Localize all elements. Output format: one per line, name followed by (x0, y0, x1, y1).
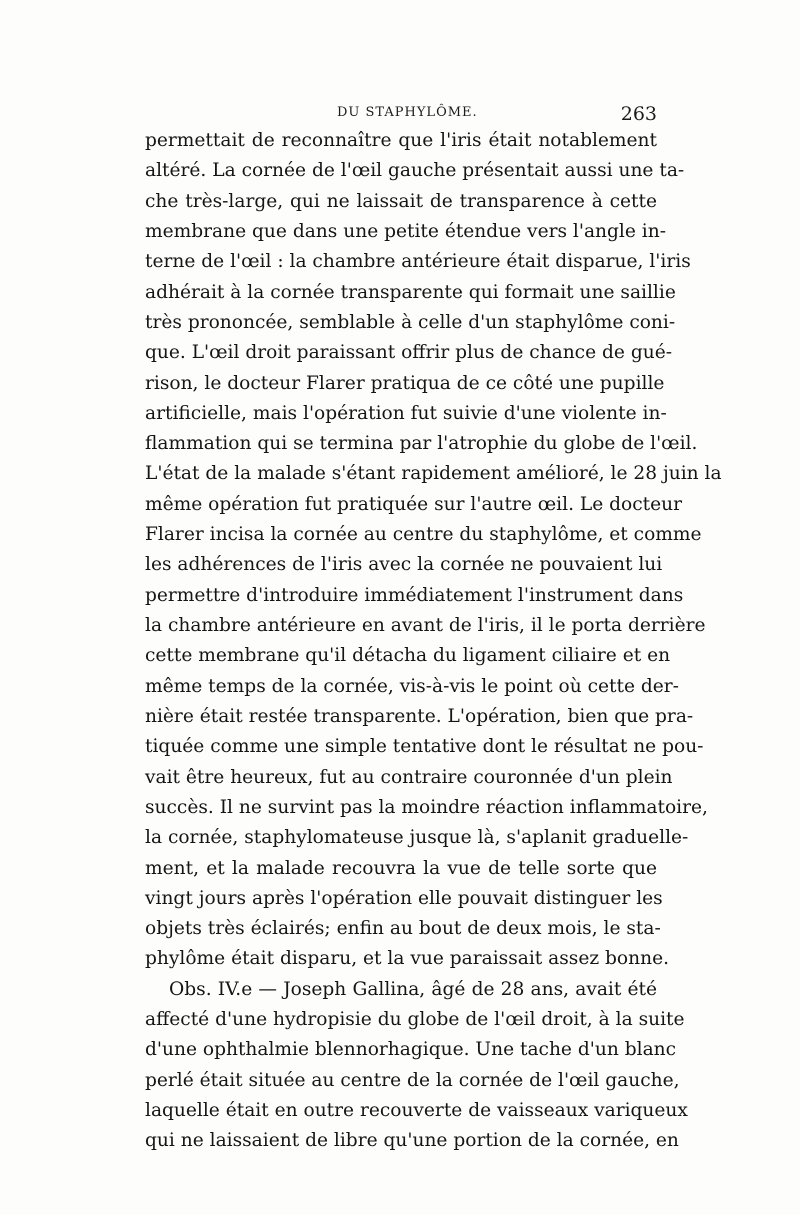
text-line: permettait de reconnaître que l'iris était notablement (145, 130, 657, 151)
text-line: objets très éclairés; enfin au bout de deux mois, le sta- (145, 918, 661, 940)
text-line: perlé était située au centre de la cornée de l'œil gauche, (145, 1069, 680, 1091)
text-line: nière était restée transparente. L'opération, bien que pra- (145, 705, 694, 727)
text-line: altéré. La cornée de l'œil gauche présentait aussi une ta- (145, 160, 685, 182)
text-line: très prononcée, semblable à celle d'un staphylôme coni- (145, 311, 676, 333)
text-line: Obs. IV.e — Joseph Gallina, âgé de 28 ans, avait été (169, 978, 657, 1000)
text-line: rison, le docteur Flarer pratiqua de ce côté une pupille (145, 372, 665, 394)
text-line: L'état de la malade s'étant rapidement amélioré, le 28 juin la (145, 463, 722, 485)
text-line: adhérait à la cornée transparente qui formait une saillie (145, 281, 676, 303)
text-line: succès. Il ne survint pas la moindre réaction inflammatoire, (145, 796, 708, 818)
page-number: 263 (620, 103, 657, 125)
body-text (145, 126, 722, 1157)
text-line: artificielle, mais l'opération fut suivie d'une violente in- (145, 402, 667, 424)
text-line: terne de l'œil : la chambre antérieure était disparue, l'iris (145, 251, 691, 273)
text-line: ment, et la malade recouvra la vue de telle sorte que (145, 857, 657, 879)
text-line: que. L'œil droit paraissant offrir plus de chance de gué- (145, 342, 672, 364)
text-line: la cornée, staphylomateuse jusque là, s'aplanit graduelle- (145, 827, 689, 849)
text-line: laquelle était en outre recouverte de vaisseaux variqueux (145, 1100, 688, 1121)
text-line: vingt jours après l'opération elle pouvait distinguer les (145, 887, 663, 909)
text-line: flammation qui se termina par l'atrophie du globe de l'œil. (145, 433, 698, 455)
text-line: la chambre antérieure en avant de l'iris, il le porta derrière (145, 615, 706, 636)
text-line: membrane que dans une petite étendue vers l'angle in- (145, 220, 666, 242)
text-line: Flarer incisa la cornée au centre du staphylôme, et comme (145, 524, 702, 546)
text-line: qui ne laissaient de libre qu'une portion de la cornée, en (145, 1130, 679, 1152)
running-title: DU STAPHYLÔME. (337, 105, 478, 120)
text-line: même opération fut pratiquée sur l'autre œil. Le docteur (145, 493, 683, 515)
text-line: phylôme était disparu, et la vue paraissait assez bonne. (145, 948, 669, 970)
text-line: tiquée comme une simple tentative dont le résultat ne pou- (145, 736, 704, 758)
text-line: d'une ophthalmie blennorhagique. Une tache d'un blanc (145, 1039, 677, 1061)
text-line: les adhérences de l'iris avec la cornée ne pouvaient lui (145, 554, 663, 576)
text-line: même temps de la cornée, vis-à-vis le point où cette der- (145, 675, 679, 697)
text-line: affecté d'une hydropisie du globe de l'œil droit, à la suite (145, 1009, 685, 1031)
text-line: permettre d'introduire immédiatement l'instrument dans (145, 584, 684, 606)
text-line: cette membrane qu'il détacha du ligament ciliaire et en (145, 645, 671, 667)
text-line: vait être heureux, fut au contraire couronnée d'un plein (145, 766, 673, 788)
text-line: che très-large, qui ne laissait de transparence à cette (145, 190, 657, 212)
